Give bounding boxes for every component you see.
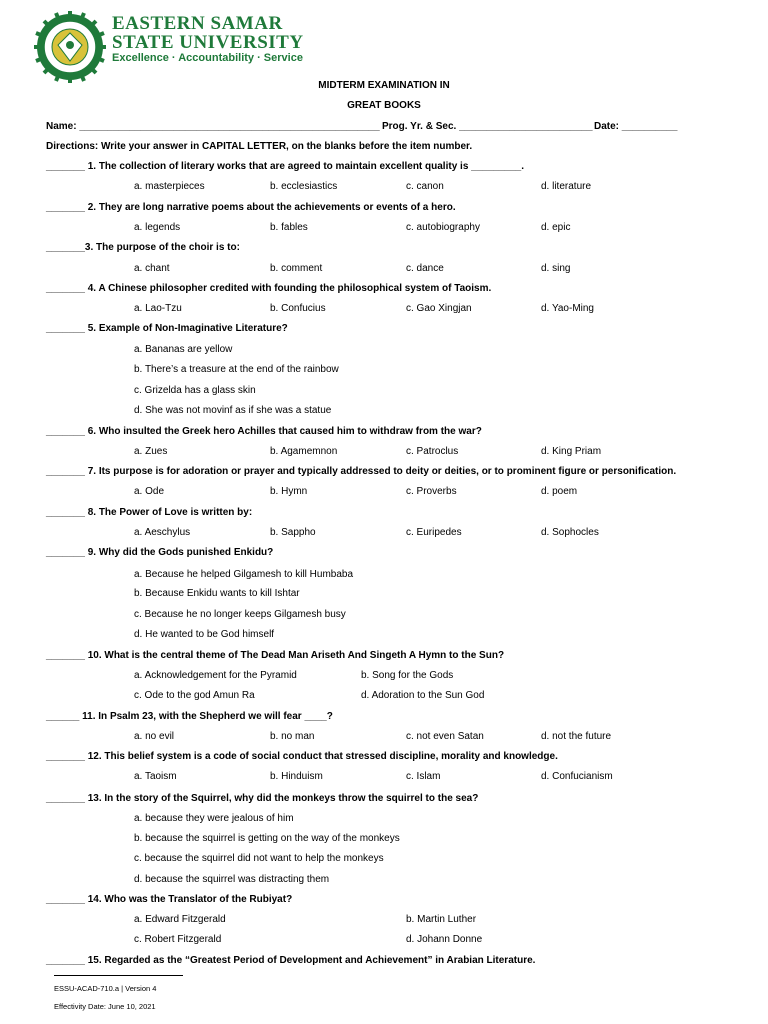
choice-5a: a. Bananas are yellow	[134, 344, 233, 355]
footer-doc-code: ESSU-ACAD-710.a | Version 4	[54, 984, 157, 993]
choice-12a: a. Taoism	[134, 771, 177, 782]
choice-7c: c. Proverbs	[406, 486, 457, 497]
directions: Directions: Write your answer in CAPITAL LETTER, on the blanks before the item number.	[46, 141, 473, 152]
question-4: _______ 4. A Chinese philosopher credited with founding the philosophical system of Taoism.	[46, 283, 492, 294]
choice-11d: d. not the future	[541, 731, 612, 742]
university-motto: Excellence · Accountability · Service	[112, 52, 303, 64]
choice-10b: b. Song for the Gods	[361, 670, 454, 681]
choice-14c: c. Robert Fitzgerald	[134, 934, 222, 945]
question-7: _______ 7. Its purpose is for adoration or prayer and typically addressed to deity or deities, or to prominent figure or personification.	[46, 466, 677, 477]
choice-9a: a. Because he helped Gilgamesh to kill Humbaba	[134, 569, 354, 580]
choice-8c: c. Euripedes	[406, 527, 462, 538]
choice-6a: a. Zues	[134, 446, 168, 457]
question-15: _______ 15. Regarded as the “Greatest Period of Development and Achievement” in Arabian Literature.	[46, 955, 536, 966]
question-2: _______ 2. They are long narrative poems about the achievements or events of a hero.	[46, 202, 456, 213]
university-name-line1: EASTERN SAMAR	[112, 13, 283, 34]
question-14: _______ 14. Who was the Translator of the Rubiyat?	[46, 894, 293, 905]
question-5: _______ 5. Example of Non-Imaginative Literature?	[46, 323, 288, 334]
question-9: _______ 9. Why did the Gods punished Enkidu?	[46, 547, 274, 558]
choice-3d: d. sing	[541, 263, 571, 274]
choice-1c: c. canon	[406, 181, 444, 192]
choice-14b: b. Martin Luther	[406, 914, 477, 925]
university-seal-logo	[34, 11, 106, 83]
choice-6d: d. King Priam	[541, 446, 602, 457]
choice-1d: d. literature	[541, 181, 592, 192]
choice-13a: a. because they were jealous of him	[134, 813, 294, 824]
name-field[interactable]: Name: ______________________________________________________	[46, 121, 380, 132]
choice-9b: b. Because Enkidu wants to kill Ishtar	[134, 588, 300, 599]
question-13: _______ 13. In the story of the Squirrel, why did the monkeys throw the squirrel to the sea?	[46, 793, 479, 804]
choice-10d: d. Adoration to the Sun God	[361, 690, 485, 701]
choice-14d: d. Johann Donne	[406, 934, 483, 945]
choice-5b: b. There’s a treasure at the end of the rainbow	[134, 364, 339, 375]
choice-10c: c. Ode to the god Amun Ra	[134, 690, 255, 701]
university-name-line2: STATE UNIVERSITY	[112, 32, 304, 53]
question-1: _______ 1. The collection of literary works that are agreed to maintain excellent quality is _________.	[46, 161, 524, 172]
choice-4a: a. Lao-Tzu	[134, 303, 182, 314]
choice-4b: b. Confucius	[270, 303, 326, 314]
footer-effectivity-date: Effectivity Date: June 10, 2021	[54, 1002, 156, 1011]
choice-1b: b. ecclesiastics	[270, 181, 338, 192]
choice-1a: a. masterpieces	[134, 181, 205, 192]
choice-12d: d. Confucianism	[541, 771, 613, 782]
choice-9d: d. He wanted to be God himself	[134, 629, 275, 640]
question-11: ______ 11. In Psalm 23, with the Shepherd we will fear ____?	[46, 711, 333, 722]
choice-13c: c. because the squirrel did not want to help the monkeys	[134, 853, 384, 864]
question-8: _______ 8. The Power of Love is written by:	[46, 507, 253, 518]
date-field[interactable]: Date: __________	[594, 121, 678, 132]
question-3: _______3. The purpose of the choir is to:	[46, 242, 240, 253]
choice-7b: b. Hymn	[270, 486, 308, 497]
choice-13d: d. because the squirrel was distracting them	[134, 874, 330, 885]
program-year-section-field[interactable]: Prog. Yr. & Sec. ________________________	[382, 121, 593, 132]
choice-10a: a. Acknowledgement for the Pyramid	[134, 670, 297, 681]
choice-2b: b. fables	[270, 222, 308, 233]
choice-8b: b. Sappho	[270, 527, 316, 538]
choice-7d: d. poem	[541, 486, 578, 497]
choice-2a: a. legends	[134, 222, 181, 233]
footer-divider	[54, 975, 183, 976]
exam-title-line1: MIDTERM EXAMINATION IN	[318, 80, 450, 91]
choice-14a: a. Edward Fitzgerald	[134, 914, 226, 925]
choice-8a: a. Aeschylus	[134, 527, 191, 538]
exam-title-line2: GREAT BOOKS	[347, 100, 421, 111]
choice-11b: b. no man	[270, 731, 315, 742]
choice-3b: b. comment	[270, 263, 323, 274]
choice-13b: b. because the squirrel is getting on the way of the monkeys	[134, 833, 400, 844]
choice-3c: c. dance	[406, 263, 444, 274]
choice-4c: c. Gao Xingjan	[406, 303, 472, 314]
choice-9c: c. Because he no longer keeps Gilgamesh busy	[134, 609, 346, 620]
question-12: _______ 12. This belief system is a code of social conduct that stressed discipline, morality and knowledge.	[46, 751, 558, 762]
choice-7a: a. Ode	[134, 486, 165, 497]
question-10: _______ 10. What is the central theme of The Dead Man Ariseth And Singeth A Hymn to the Sun?	[46, 650, 505, 661]
choice-12b: b. Hinduism	[270, 771, 323, 782]
choice-8d: d. Sophocles	[541, 527, 599, 538]
choice-11c: c. not even Satan	[406, 731, 484, 742]
choice-5c: c. Grizelda has a glass skin	[134, 385, 256, 396]
choice-2c: c. autobiography	[406, 222, 480, 233]
choice-6c: c. Patroclus	[406, 446, 459, 457]
choice-6b: b. Agamemnon	[270, 446, 338, 457]
choice-3a: a. chant	[134, 263, 170, 274]
choice-12c: c. Islam	[406, 771, 441, 782]
choice-4d: d. Yao-Ming	[541, 303, 594, 314]
choice-11a: a. no evil	[134, 731, 175, 742]
question-6: _______ 6. Who insulted the Greek hero Achilles that caused him to withdraw from the war?	[46, 426, 482, 437]
choice-2d: d. epic	[541, 222, 571, 233]
choice-5d: d. She was not movinf as if she was a statue	[134, 405, 332, 416]
